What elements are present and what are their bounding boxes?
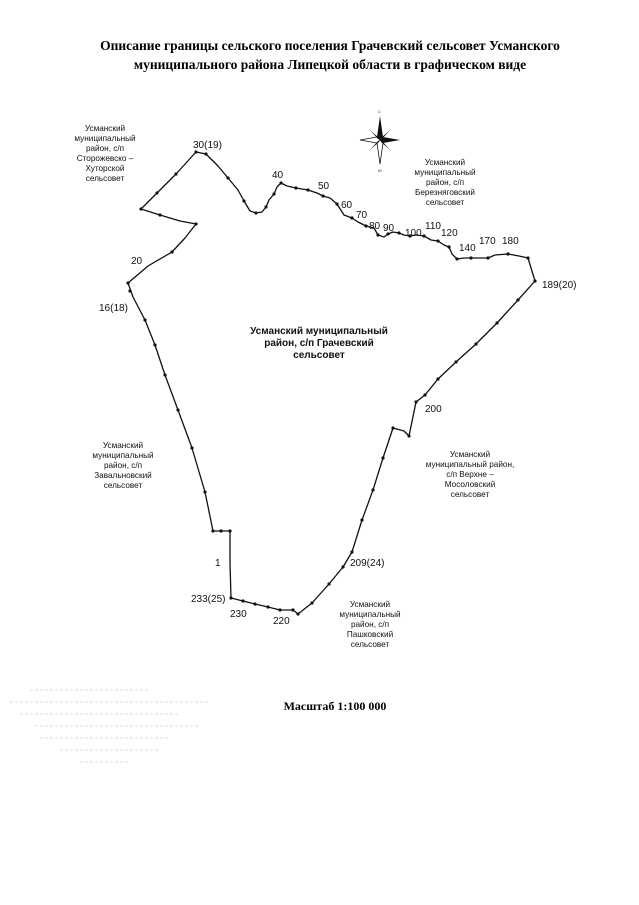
region-label-storozhevsko: Усманский муниципальный район, с/п Сторожевско – Хуторской сельсовет xyxy=(74,124,136,183)
point-label-70: 70 xyxy=(356,210,368,221)
point-label-120: 120 xyxy=(441,228,458,239)
title-line-2: муниципального района Липецкой области в графическом виде xyxy=(133,57,527,72)
point-label-90: 90 xyxy=(383,223,395,234)
map-scale: Масштаб 1:100 000 xyxy=(283,699,387,713)
point-label-100: 100 xyxy=(405,228,422,239)
compass-north-label: С xyxy=(378,109,381,114)
point-label-110: 110 xyxy=(425,221,441,232)
point-label-170: 170 xyxy=(479,236,496,247)
region-label-pashkovsky: Усманский муниципальный район, с/п Пашковский сельсовет xyxy=(339,600,401,649)
point-label-209-24: 209(24) xyxy=(350,558,385,569)
point-label-220: 220 xyxy=(273,616,290,627)
point-label-30-19: 30(19) xyxy=(193,140,222,151)
title-line-1: Описание границы сельского поселения Грачевский сельсовет Усманского xyxy=(100,38,560,53)
region-label-bereznyagovsky: Усманский муниципальный район, с/п Березняговский сельсовет xyxy=(414,158,476,207)
point-label-230: 230 xyxy=(230,609,247,620)
point-label-40: 40 xyxy=(272,170,284,181)
region-label-verkhne-mosolovsky: Усманский муниципальный район, с/п Верхне – Мосоловский сельсовет xyxy=(425,450,515,499)
point-label-50: 50 xyxy=(318,181,330,192)
point-label-233-25: 233(25) xyxy=(191,594,226,605)
point-label-1: 1 xyxy=(215,558,221,569)
region-label-grachevsky: Усманский муниципальный район, с/п Грачевский сельсовет xyxy=(250,326,388,361)
point-label-180: 180 xyxy=(502,236,519,247)
point-label-20: 20 xyxy=(131,256,143,267)
point-label-200: 200 xyxy=(425,404,442,415)
region-label-zavalnovsky: Усманский муниципальный район, с/п Завальновский сельсовет xyxy=(92,441,154,490)
compass-south-label: Ю xyxy=(378,168,383,173)
point-label-16-18: 16(18) xyxy=(99,303,128,314)
point-label-80: 80 xyxy=(369,221,381,232)
point-label-140: 140 xyxy=(459,243,476,254)
point-label-189-20: 189(20) xyxy=(542,280,577,291)
point-label-60: 60 xyxy=(341,200,353,211)
